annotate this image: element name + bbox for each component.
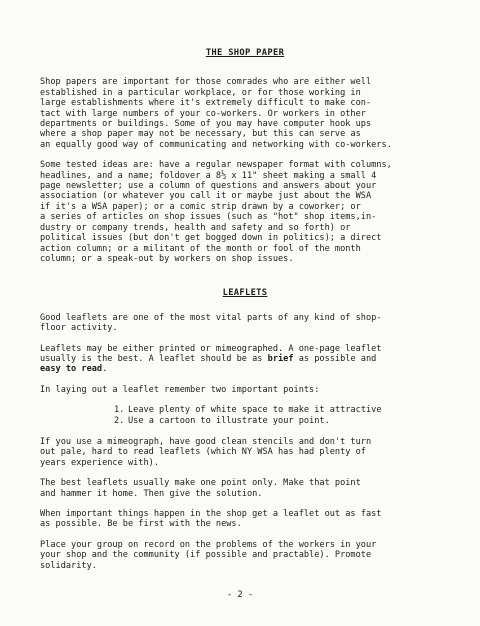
emphasis-brief: brief	[267, 353, 294, 364]
list-item-text: Leave plenty of white space to make it attractive	[128, 405, 382, 416]
leaflets-paragraph-2-text-b: as possible and	[298, 353, 377, 364]
document-body	[40, 48, 450, 581]
leaflets-paragraph-6: When important things happen in the shop get a leaflet out as fast as possible. Be be first with the news.	[40, 509, 382, 530]
leaflets-paragraph-5: The best leaflets usually make one point only. Make that point and hammer it home. Then give the solution.	[40, 478, 361, 499]
section-title-shop-paper: THE SHOP PAPER	[205, 48, 285, 58]
shop-paper-paragraph-2: Some tested ideas are: have a regular newspaper format with columns, headlines, and a name; foldover a 8½ x 11" sheet making a small 4 page newsletter; use a column of questions and answers about your association (or whatever you call it or maybe just about the WSA if it's a WSA paper); or a comic strip drawn by a coworker; or a series of articles on shop issues (such as "hot" shop items,in- dustry or company trends, health and safety and so forth) or political issues (but don't get bogged down in politics); a direct action column; or a militant of the month or fool of the month column; or a speak-out by workers on shop issues.	[40, 160, 392, 264]
page-number: - 2 -	[226, 590, 254, 600]
emphasis-easy-to-read: easy to read	[40, 364, 103, 375]
leaflets-paragraph-1: Good leaflets are one of the most vital parts of any kind of shop- floor activity.	[40, 312, 382, 334]
leaflets-paragraph-2-text-c: .	[102, 364, 108, 375]
leaflets-paragraph-2-text-a: Leaflets may be either printed or mimeographed. A one-page leaflet usually is the best. A leaflet should be as	[40, 343, 382, 364]
list-item	[114, 416, 450, 426]
leaflets-paragraph-7: Place your group on record on the problems of the workers in your your shop and the community (if possible and practable). Promote solidarity.	[40, 539, 377, 571]
leaflets-paragraph-2	[40, 344, 450, 375]
leaflets-paragraph-3: In laying out a leaflet remember two important points:	[40, 384, 320, 395]
list-item-number: 2.	[114, 415, 125, 426]
list-item-number: 1.	[114, 405, 125, 416]
list-item-text: Use a cartoon to illustrate your point.	[128, 415, 330, 426]
leaflets-paragraph-4: If you use a mimeograph, have good clean stencils and don't turn out pale, hard to read leaflets (which NY WSA has had plenty of years experience with).	[40, 436, 372, 468]
points-list	[40, 405, 450, 426]
list-item	[114, 405, 450, 415]
section-title-leaflets: LEAFLETS	[222, 288, 268, 299]
shop-paper-paragraph-1: Shop papers are important for those comrades who are either well established in a particular workplace, or for those working in large establishments where it's extremely difficult to make con- tact with large numbers of your co-workers. Or workers in other departments or buildings. Some of you may have computer hook ups where a shop paper may not be necessary, but this can serve as an equally good way of communicating and networking with co-workers.	[40, 77, 392, 150]
